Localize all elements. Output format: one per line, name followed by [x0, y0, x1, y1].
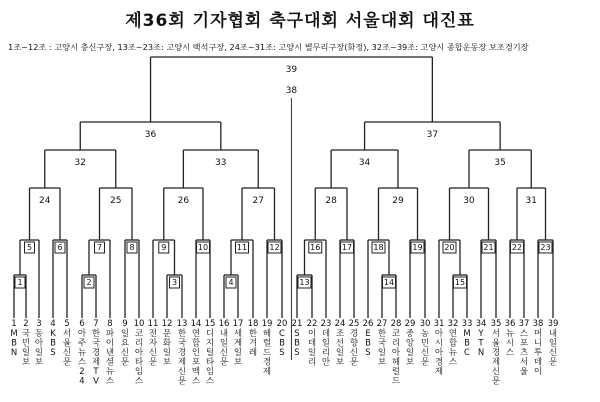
team-number: 10	[133, 319, 145, 329]
team-name: 세 계 일 보	[233, 329, 243, 368]
team-name: 농 민 신 문	[420, 329, 430, 368]
team-name: 한 국 경 제 신 문	[177, 329, 187, 387]
team-number: 2	[23, 319, 29, 329]
match-number: 29	[392, 196, 404, 206]
team-number: 8	[107, 319, 113, 329]
team-number: 4	[50, 319, 56, 329]
team-number: 36	[504, 319, 516, 329]
team-name: Y T N	[477, 329, 485, 358]
team-name: 전 자 신 문	[148, 329, 158, 368]
match-number: 5	[26, 243, 33, 252]
match-number: 34	[358, 158, 371, 168]
match-number: 35	[494, 158, 506, 168]
team-name: 아 주 뉴 스 2 4	[77, 329, 87, 387]
team-name: 내 일 신 문	[219, 329, 229, 368]
team-number: 12	[161, 319, 173, 329]
team-name: 연 합 인 포 맥 스	[191, 329, 201, 387]
team-number: 35	[490, 319, 502, 329]
team-number: 1	[11, 319, 17, 329]
match-number: 23	[540, 243, 551, 252]
team-name: 문 화 일 보	[162, 329, 172, 368]
match-number: 33	[215, 158, 227, 168]
match-number: 31	[525, 196, 537, 206]
team-name: 국 민 일 보	[21, 329, 31, 368]
team-number: 18	[247, 319, 259, 329]
team-number: 19	[261, 319, 273, 329]
team-number: 5	[64, 319, 70, 329]
team-name: 내 일 신 문	[548, 329, 558, 368]
match-number: 38	[285, 86, 298, 96]
match-number: 17	[341, 243, 353, 252]
match-number: 37	[426, 130, 439, 140]
match-number: 4	[228, 278, 234, 287]
team-name: E B S	[365, 329, 371, 358]
team-name: 한 국 일 보	[377, 329, 387, 368]
match-number: 28	[325, 196, 337, 206]
team-number: 3	[36, 319, 42, 329]
venue-note: 1조~12조 : 고양시 충신구장, 13조~23조: 고양시 백석구장, 24조~31조: 고양시 별무리구장(화정), 32조~39조: 고양시 종합운동장 보조경기장	[8, 42, 529, 52]
team-number: 6	[79, 319, 85, 329]
team-name: 헤 럴 드 경 제	[262, 329, 272, 377]
team-number: 11	[147, 319, 159, 329]
team-number: 28	[390, 319, 402, 329]
team-number: 14	[190, 319, 202, 329]
team-number: 39	[547, 319, 559, 329]
team-name: 중 앙 일 보	[405, 329, 415, 368]
team-number: 27	[376, 319, 388, 329]
team-name: 일 요 신 문	[120, 329, 130, 368]
team-number: 9	[122, 319, 128, 329]
match-number: 12	[269, 243, 280, 252]
team-number: 20	[276, 319, 288, 329]
match-number: 10	[197, 243, 209, 252]
team-name: 코 리 아 헤 럴 드	[391, 329, 401, 387]
match-number: 3	[171, 278, 178, 287]
team-number: 24	[334, 319, 346, 329]
match-number: 21	[483, 243, 494, 252]
team-name: 서 울 경 제 신 문	[491, 329, 501, 387]
match-number: 39	[285, 65, 298, 75]
match-number: 15	[454, 278, 466, 287]
match-number: 19	[412, 243, 423, 252]
match-number: 13	[299, 278, 310, 287]
team-name: 머 니 투 데 이	[533, 329, 543, 377]
team-number: 32	[447, 319, 459, 329]
team-name: 연 합 뉴 스	[448, 329, 458, 368]
team-name: 조 선 일 보	[335, 329, 345, 368]
match-number: 22	[511, 243, 523, 252]
team-name: 스 포 츠 서 울	[519, 329, 529, 377]
team-name: 한 국 경 제 T V	[91, 329, 101, 387]
match-number: 2	[86, 278, 92, 287]
team-number: 33	[461, 319, 473, 329]
match-number: 20	[444, 243, 455, 252]
match-number: 36	[144, 130, 157, 140]
match-number: 7	[96, 243, 103, 252]
match-number: 16	[310, 243, 321, 252]
match-number: 1	[17, 278, 23, 287]
team-number: 22	[306, 319, 318, 329]
match-number: 24	[39, 196, 51, 206]
match-number: 11	[236, 243, 248, 252]
team-number: 34	[475, 319, 487, 329]
team-number: 16	[218, 319, 230, 329]
match-number: 18	[373, 243, 384, 252]
team-name: 뉴 시 스	[505, 329, 515, 358]
match-number: 25	[110, 196, 122, 206]
team-name: C B S	[279, 329, 285, 358]
team-number: 15	[204, 319, 216, 329]
team-number: 21	[291, 319, 303, 329]
team-number: 23	[320, 319, 332, 329]
match-number: 14	[383, 278, 395, 287]
match-number: 26	[177, 196, 190, 206]
team-name: 한 겨 레	[248, 329, 258, 358]
team-number: 13	[176, 319, 188, 329]
team-name: K B S	[50, 329, 56, 358]
team-name: 코 리 아 타 임 스	[134, 329, 144, 387]
team-number: 17	[232, 319, 244, 329]
team-name: M B N	[10, 329, 18, 358]
match-number: 32	[74, 158, 86, 168]
team-number: 38	[532, 319, 544, 329]
team-name: 동 아 일 보	[34, 329, 44, 368]
team-name: M B C	[463, 329, 471, 358]
team-number: 29	[404, 319, 416, 329]
team-name: 서 울 신 문	[62, 329, 72, 368]
team-name: 경 향 신 문	[349, 329, 359, 368]
match-number: 9	[161, 243, 167, 252]
match-number: 27	[252, 196, 264, 206]
team-number: 26	[362, 319, 374, 329]
match-number: 8	[129, 243, 135, 252]
team-number: 37	[518, 319, 530, 329]
team-number: 25	[348, 319, 360, 329]
team-name: 데 일 리 안	[321, 329, 331, 368]
team-name: S B S	[294, 329, 300, 358]
team-name: 아 시 아 경 제	[434, 329, 444, 377]
team-number: 30	[419, 319, 431, 329]
page-title: 제36회 기자협회 축구대회 서울대회 대진표	[125, 11, 475, 31]
team-number: 7	[93, 319, 99, 329]
team-name: 디 지 털 타 임 스	[205, 329, 215, 387]
team-number: 31	[433, 319, 445, 329]
team-name: 파 이 낸 셜 뉴 스	[105, 329, 115, 387]
match-number: 6	[57, 243, 63, 252]
match-number: 30	[463, 196, 475, 206]
team-name: 이 데 일 리	[307, 329, 317, 368]
